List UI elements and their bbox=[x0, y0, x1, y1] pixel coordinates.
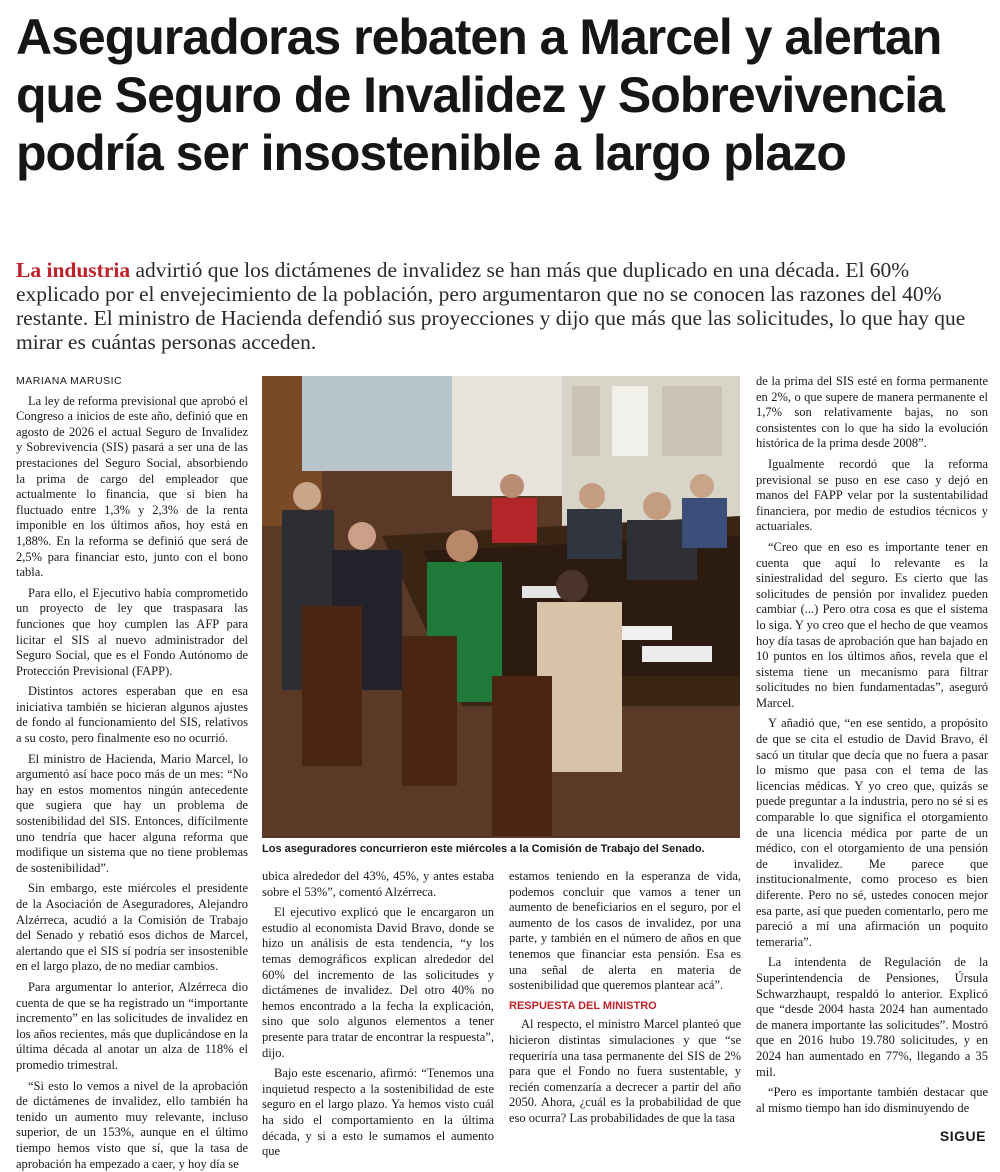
paragraph: estamos teniendo en la esperanza de vida, podemos concluir que vamos a tener un aumento de beneficiarios en el seguro, por el aumento de los casos de invalidez, por una parte, y también en el número de años en que tenemos que financiar esta pensión. Esa es una señal de alerta en materia de sostenibilidad que queremos plantear acá”. bbox=[509, 869, 741, 993]
paragraph: Bajo este escenario, afirmó: “Tenemos una inquietud respecto a la sostenibilidad de este seguro en el largo plazo. Ya hemos visto cuál ha sido el comportamiento en la última década, y si a esto le sumamos el aumento que bbox=[262, 1066, 494, 1159]
paragraph: Sin embargo, este miércoles el presidente de la Asociación de Aseguradores, Alejandro Alzérreca, acudió a la Comisión de Trabajo del Senado y rebatió esos dichos de Marcel, alertando que el SIS sí podría ser insostenible en el largo plazo, de no mediar cambios. bbox=[16, 881, 248, 974]
lede bbox=[16, 258, 976, 354]
continue-label: SIGUE bbox=[939, 1128, 986, 1144]
paragraph: Para argumentar lo anterior, Alzérreca dio cuenta de que se ha registrado un “importante incremento” en las solicitudes de invalidez en los años recientes, más que duplicándose en la última década al anotar un alza de 118% el promedio trimestral. bbox=[16, 979, 248, 1072]
article-column-4 bbox=[756, 374, 988, 1122]
lede-text: advirtió que los dictámenes de invalidez se han más que duplicado en una década. El 60% explicado por el envejecimiento de la población, pero argumentaron que no se conocen las razones del 40% restante. El ministro de Hacienda defendió sus proyecciones y dijo que más que las solicitudes, lo que hay que mirar es cuántas personas acceden. bbox=[16, 258, 966, 354]
section-subhead: RESPUESTA DEL MINISTRO bbox=[509, 999, 657, 1012]
paragraph: ubica alrededor del 43%, 45%, y antes estaba sobre el 53%”, comentó Alzérreca. bbox=[262, 869, 494, 899]
paragraph: Para ello, el Ejecutivo había comprometido un proyecto de ley que traspasara las funciones que hoy cumplen las AFP para licitar el SIS al nuevo administrador del Seguro Social, que es el Fondo Autónomo de Protección Previsional (FAPP). bbox=[16, 585, 248, 678]
paragraph: “Si esto lo vemos a nivel de la aprobación de dictámenes de invalidez, ello también ha tenido un aumento muy relevante, incluso superior, de un 153%, aunque en el último tiempo hemos visto que sí, que la tasa de aprobación ha empezado a caer, y hoy día se bbox=[16, 1078, 248, 1171]
paragraph: “Creo que en eso es importante tener en cuenta que aquí lo relevante es la siniestralidad del seguro. Es cierto que las solicitudes de pensión por invalidez pueden cambiar (...) Pero otra cosa es que el sistema lo siga. Y yo creo que el hecho de que veamos hoy día tasas de aprobación que han bajado en 10 puntos en los últimos años, revela que el sistema tiene un mecanismo para filtrar solicitudes no bien fundamentadas”, aseguró Marcel. bbox=[756, 539, 988, 710]
paragraph: de la prima del SIS esté en forma permanente en 2%, o que supere de manera permanente el 1,7% son relativamente bajas, no son consistentes con lo que ha sido la evolución histórica de la prima desde 2008”. bbox=[756, 374, 988, 451]
article-column-3 bbox=[509, 869, 741, 1151]
article-column-2 bbox=[262, 869, 494, 1159]
paragraph: Y añadió que, “en ese sentido, a propósito de que se cita el estudio de David Bravo, él sacó un titular que decía que no fuera a pasar lo mismo que pasa con el tema de las licencias médicas. Y yo creo que, quizás se puede preguntar a la industria, pero no sé si es comparable lo que significa el otorgamiento de una licencia médica por parte de un médico, con el otorgamiento de una pensión de invalidez. Me parece que institucionalmente, como proceso es bien diferente. Pero no sé, ustedes conocen mejor esa parte, así que pueden comentarlo, pero me pareció a mí una afirmación un poquito temeraria”. bbox=[756, 716, 988, 949]
paragraph: Distintos actores esperaban que en esa iniciativa también se hicieran algunos ajustes de fondo al funcionamiento del SIS, relativos a su costo, pero finalmente eso no ocurrió. bbox=[16, 684, 248, 746]
paragraph: Al respecto, el ministro Marcel planteó que hicieron distintas simulaciones y que “se requeriría una tasa permanente del SIS de 2% para que el Fondo no fuera sustentable, y recién comenzaría a decrecer a partir del año 2050. Ahora, ¿cuál es la probabilidad de que eso ocurra? Las probabilidades de que la tasa bbox=[509, 1017, 741, 1125]
photo-caption: Los aseguradores concurrieron este miércoles a la Comisión de Trabajo del Senado. bbox=[262, 843, 705, 855]
paragraph: Igualmente recordó que la reforma previsional se puso en ese caso y dejó en manos del FAPP velar por la sustentabilidad financiera, por medio de estudios técnicos y actuariales. bbox=[756, 456, 988, 534]
paragraph: La ley de reforma previsional que aprobó el Congreso a inicios de este año, definió que en agosto de 2026 el actual Seguro de Invalidez y Sobrevivencia (SIS) pasará a ser una de las prestaciones del Seguro Social, absorbiendo la prima de cargo del empleador que actualmente lo financia, que si bien ha fluctuado entre 1,3% y 2,3% de la renta imponible en los últimos años, hoy está en 1,88%. En la reforma se definió que será de 2,5% para financiar esto, junto con el bono tabla. bbox=[16, 393, 248, 580]
byline: MARIANA MARUSIC bbox=[16, 375, 123, 387]
paragraph: El ejecutivo explicó que le encargaron un estudio al economista David Bravo, donde se hizo un análisis de esta tendencia, “y los temas demográficos explican alrededor del 60% del incremento de las solicitudes y dictámenes de invalidez. Del otro 40% no hemos encontrado a la fecha la explicación, sino que solo algunos elementos a tener presente para tratar de encontrar la respuesta”, dijo. bbox=[262, 905, 494, 1060]
paragraph: “Pero es importante también destacar que al mismo tiempo han ido disminuyendo de bbox=[756, 1085, 988, 1115]
headline: Aseguradoras rebaten a Marcel y alertan que Seguro de Invalidez y Sobrevivencia podría ser insostenible a largo plazo bbox=[16, 9, 944, 181]
meeting-photo-icon bbox=[262, 376, 740, 838]
paragraph: La intendenta de Regulación de la Superintendencia de Pensiones, Úrsula Schwarzhaupt, respaldó lo anterior. Explicó que “desde 2004 hasta 2024 han aumentado de manera importante las solicitudes”. Mostró que en 2016 hubo 19.780 solicitudes, y en 2024 han aumentado en 77%, llegando a 35 mil. bbox=[756, 955, 988, 1079]
meeting-photo bbox=[262, 376, 740, 838]
article-column-1 bbox=[16, 374, 248, 1171]
lede-kicker: La industria bbox=[16, 258, 131, 282]
paragraph: El ministro de Hacienda, Mario Marcel, lo argumentó así hace poco más de un mes: “No hay en estos momentos ningún antecedente que sugiera que hay un problema de sostenibilidad del SIS. Entonces, difícilmente uno tendría que hacer alguna reforma que modifique un sistema que no tiene problemas de sostenibilidad”. bbox=[16, 751, 248, 875]
